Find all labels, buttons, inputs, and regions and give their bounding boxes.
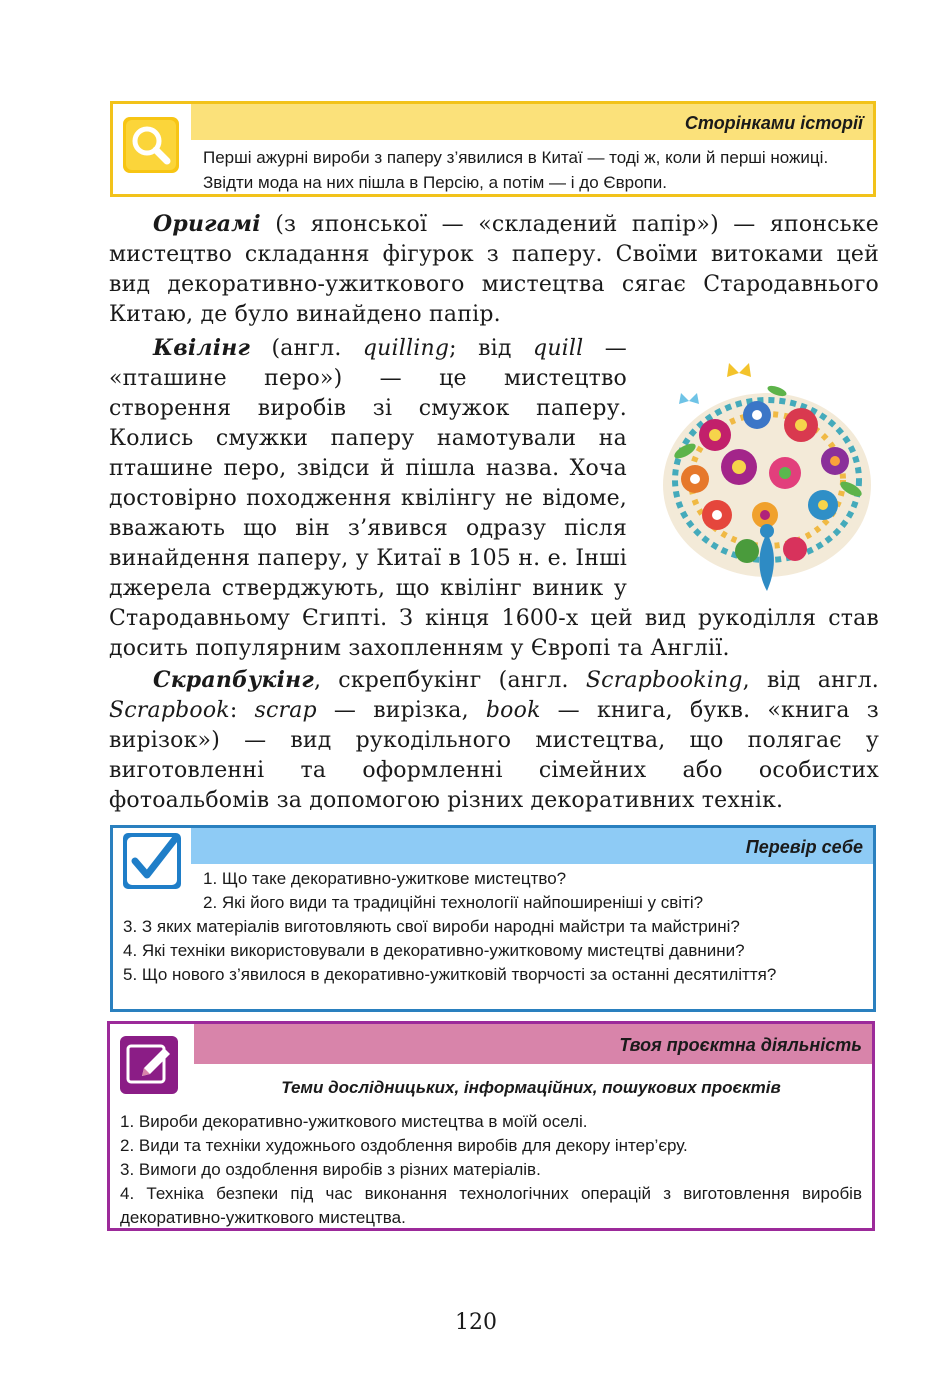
check-question-5: 5. Що нового з’явилося в декоративно-ужитковій творчості за останні десятиліття?	[123, 965, 777, 984]
project-topic-4: 4. Техніка безпеки під час виконання технологічних операцій з виготовлення виробів декоративно-ужиткового мистецтва.	[120, 1184, 862, 1227]
check-question-4: 4. Які техніки використовували в декоративно-ужитковому мистецтві давнини?	[123, 941, 745, 960]
origami-term: Оригамі	[153, 211, 261, 237]
history-header	[191, 104, 873, 140]
quilling-image	[655, 355, 879, 595]
scrap-text-5: — книга, букв. «книга з вирізок») — вид рукодільного мистецтва, що полягає у виготовленні та оформленні сімейних або особистих фотоальбомів за допомогою різних декоративних технік.	[109, 698, 879, 813]
history-text: Перші ажурні вироби з паперу з’явилися в Китаї — тоді ж, коли й перші ножиці. Звідти мода на них пішла в Персію, а потім — і до Європи.	[203, 148, 829, 192]
scrap-word-1: Scrapbooking	[585, 668, 743, 693]
scrap-text-4: — вирізка,	[316, 698, 486, 723]
scrap-text-2: , від англ.	[742, 668, 879, 693]
origami-text: (з японської — «складений папір») — японське мистецтво складання фігурок з паперу. Своїми витоками цей вид декоративно-ужиткового мистецтва сягає Стародавнього Китаю, де було винайдено папір.	[109, 212, 879, 327]
project-topic-2: 2. Види та техніки художнього оздоблення виробів для декору інтер’єру.	[120, 1136, 688, 1155]
quilling-text-2: ; від	[449, 336, 534, 361]
quilling-paragraph	[109, 333, 879, 664]
history-box	[110, 101, 876, 197]
scrapbooking-term: Скрапбукінг	[153, 667, 314, 693]
check-question-1: 1. Що таке декоративно-ужиткове мистецтво?	[203, 869, 567, 888]
check-header	[191, 828, 873, 864]
scrap-text-1: , скрепбукінг (англ.	[313, 668, 586, 693]
quilling-word-2: quill	[533, 336, 584, 361]
project-box	[107, 1021, 875, 1231]
project-header	[194, 1024, 872, 1064]
project-subtitle: Теми дослідницьких, інформаційних, пошукових проєктів	[281, 1078, 781, 1097]
scrap-word-3: scrap	[254, 698, 317, 723]
quilling-text-1: (англ.	[250, 336, 363, 361]
checkmark-icon	[123, 833, 181, 889]
scrap-word-2: Scrapbook	[109, 698, 230, 723]
project-topic-3: 3. Вимоги до оздоблення виробів з різних матеріалів.	[120, 1160, 541, 1179]
quilling-word-1: quilling	[362, 336, 450, 361]
history-title: Сторінками історії	[684, 113, 863, 133]
check-question-2: 2. Які його види та традиційні технології найпоширеніші у світі?	[203, 893, 704, 912]
page-number: 120	[455, 1310, 497, 1335]
scrapbooking-paragraph	[109, 665, 879, 816]
check-title: Перевір себе	[745, 837, 863, 857]
scrap-text-3: :	[229, 698, 255, 723]
project-topic-1: 1. Вироби декоративно-ужиткового мистецтва в моїй оселі.	[120, 1112, 588, 1131]
origami-paragraph	[109, 209, 879, 330]
magnifier-icon	[123, 117, 179, 173]
quilling-text-3: — «пташине перо») — це мистецтво створення виробів зі смужок паперу. Колись смужки паперу намотували на пташине перо, звідси й пішла назва. Хоча достовірно походження квілінгу не відоме, вважають що він з’явився одразу після винайдення паперу, у Китаї в 105 н. е. Інші джерела стверджують, що квілінг виник у Стародавньому Єгипті. З кінця 1600-х цей вид рукоділля став досить популярним захопленням у Європі та Англії.	[109, 336, 879, 661]
check-question-3: 3. З яких матеріалів виготовляють свої вироби народні майстри та майстрині?	[123, 917, 740, 936]
check-yourself-box	[110, 825, 876, 1012]
project-title: Твоя проєктна діяльність	[619, 1035, 862, 1055]
quilling-term: Квілінг	[153, 335, 251, 361]
scrap-word-4: book	[485, 698, 541, 723]
